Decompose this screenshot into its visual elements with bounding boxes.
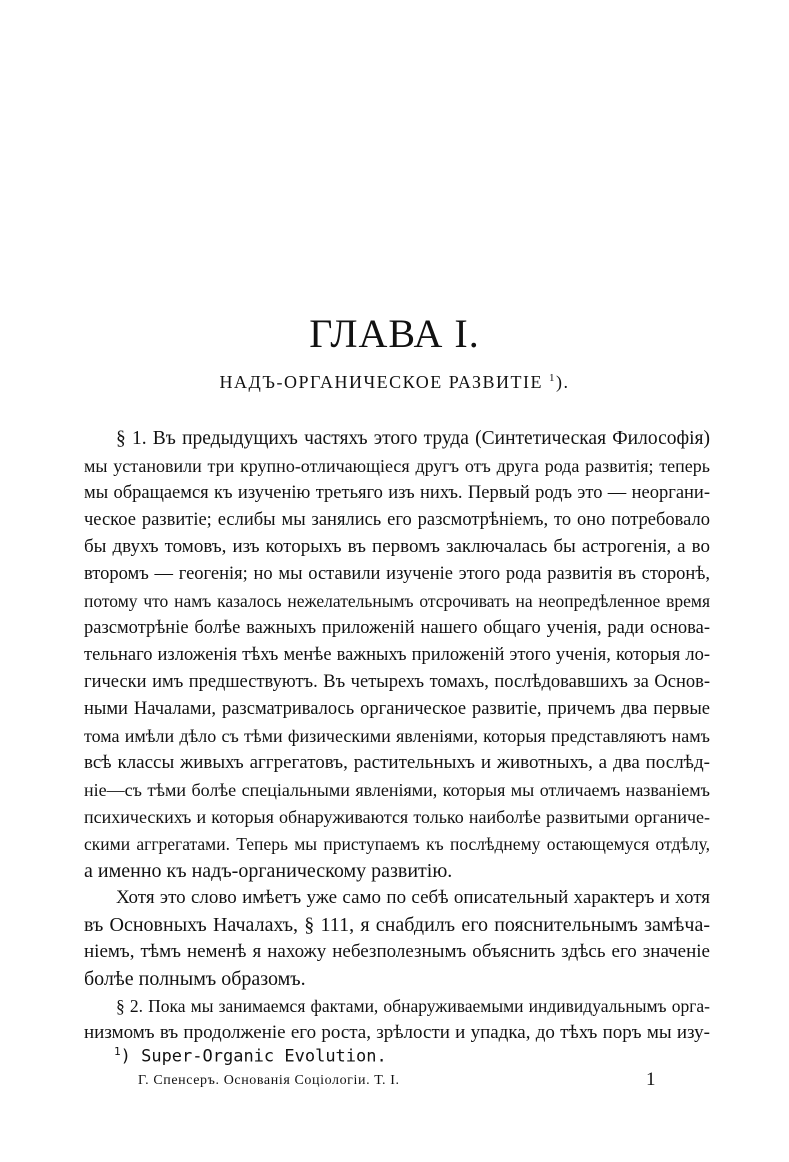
text-line: ніемъ, тѣмъ неменѣ я нахожу небезполезнымъ объяснить здѣсь его значеніе (84, 941, 710, 962)
text-line: ными Началами, разсматривалось органическое развитіе, причемъ два первые (84, 699, 710, 719)
text-line: всѣ классы живыхъ аггрегатовъ, растительныхъ и животныхъ, а два послѣд- (84, 752, 710, 773)
text-line: скими аггрегатами. Теперь мы приступаемъ къ послѣднему остающемуся отдѣлу, (84, 834, 710, 854)
text-line: потому что намъ казалось нежелательнымъ отсрочивать на неопредѣленное время (84, 591, 710, 611)
text-line: ніе—съ тѣми болѣе спеціальными явленіями, которыя мы отличаемъ названіемъ (84, 780, 710, 800)
text-line: ческое развитіе; еслибы мы занялись его разсмотрѣніемъ, то оно потребовало (84, 510, 710, 530)
text-line: психическихъ и которыя обнаруживаются только наиболѣе развитыми органиче- (84, 807, 710, 827)
text-line: мы обращаемся къ изученію третьяго изъ нихъ. Первый родъ это — неоргани- (84, 483, 710, 503)
chapter-title: ГЛАВА I. (309, 311, 480, 356)
section-title-end: ). (555, 372, 570, 392)
text-line: разсмотрѣніе болѣе важныхъ приложеній нашего общаго ученія, ради основа- (84, 618, 710, 638)
text-line: низмомъ въ продолженіе его роста, зрѣлости и упадка, до тѣхъ поръ мы изу- (84, 1022, 710, 1043)
footnote-mark: 1 (114, 1045, 121, 1058)
running-footer: Г. Спенсеръ. Основанія Соціологіи. Т. I. (138, 1073, 400, 1088)
text-line: болѣе полнымъ образомъ. (84, 968, 306, 990)
text-line: мы установили три крупно-отличающіеся другъ отъ друга рода развитія; теперь (84, 456, 710, 476)
text-line: второмъ — геогенія; но мы оставили изученіе этого рода развитія въ сторонѣ, (84, 564, 710, 584)
text-line: § 1. Въ предыдущихъ частяхъ этого труда (Синтетическая Философія) (116, 428, 710, 449)
section-title-text: НАДЪ-ОРГАНИЧЕСКОЕ РАЗВИТІЕ (219, 372, 543, 392)
text-line: Хотя это слово имѣетъ уже само по себѣ описательный характеръ и хотя (116, 887, 710, 908)
text-line: гически имъ предшествуютъ. Въ четырехъ томахъ, послѣдовавшихъ за Основ- (84, 672, 710, 692)
text-line: § 2. Пока мы занимаемся фактами, обнаруживаемыми индивидуальнымъ орга- (116, 996, 710, 1016)
footnote-reference: 1 (548, 372, 556, 384)
text-line: тельнаго изложенія тѣхъ менѣе важныхъ приложеній этого ученія, которыя ло- (84, 645, 710, 665)
text-line: тома имѣли дѣло съ тѣми физическими явленіями, которыя представляютъ намъ (84, 726, 710, 746)
text-line: а именно къ надъ-органическому развитію. (84, 860, 453, 882)
page-number: 1 (646, 1069, 656, 1090)
footnote (114, 1045, 387, 1067)
footnote-text: ) Super-Organic Evolution. (120, 1046, 387, 1067)
text-line: въ Основныхъ Началахъ, § 111, я снабдилъ его пояснительнымъ замѣча- (84, 914, 710, 936)
section-title (0, 372, 789, 393)
text-line: бы двухъ томовъ, изъ которыхъ въ первомъ заключалась бы астрогенія, а во (84, 536, 710, 557)
